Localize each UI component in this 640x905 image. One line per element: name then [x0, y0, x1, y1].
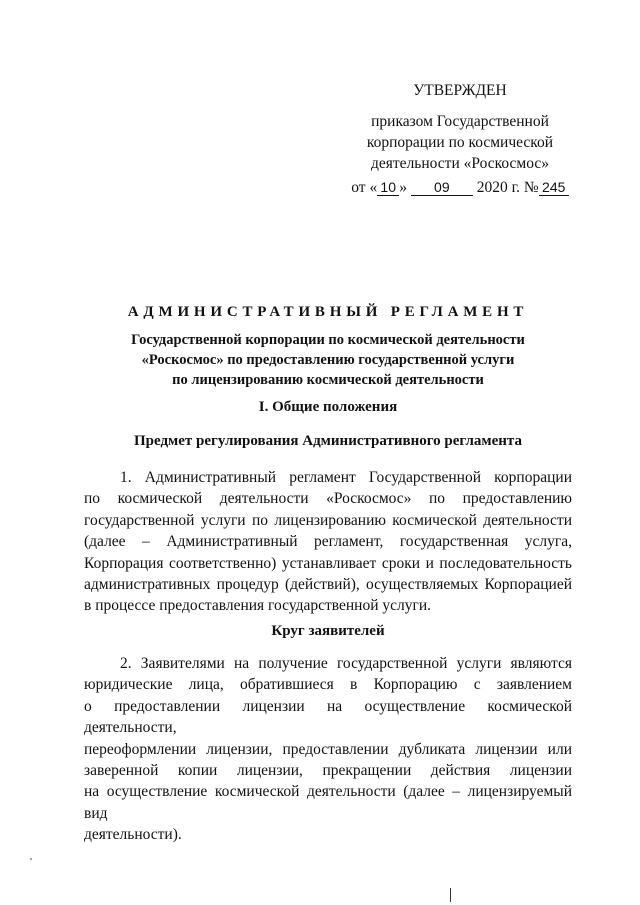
order-number: 245 [539, 179, 569, 196]
section-heading-general: I. Общие положения [258, 399, 398, 415]
approval-line: деятельности «Роскосмос» [371, 155, 549, 172]
paragraph-line: по космической деятельности «Роскосмос» по предоставлению [84, 490, 572, 508]
paragraph-line: на осуществление космической деятельности (далее – лицензируемый вид [84, 783, 572, 822]
paragraph-line: административных процедур (действий), осуществляемых Корпорацией [84, 576, 572, 594]
date-month: 09 [411, 179, 473, 196]
paragraph-line: (далее – Административный регламент, государственная услуга, [84, 533, 572, 551]
approval-line: приказом Государственной [371, 113, 549, 130]
paragraph-line: Корпорация соответственно) устанавливает сроки и последовательность [84, 554, 572, 572]
subtitle-line: Государственной корпорации по космической деятельности [131, 332, 525, 348]
approval-date-line [340, 177, 580, 198]
paragraph-line: государственной услуги по лицензированию космической деятельности [84, 511, 572, 529]
approval-heading: УТВЕРЖДЕН [413, 82, 507, 99]
scan-speck [30, 858, 32, 860]
scan-mark [450, 888, 451, 902]
date-prefix: от « [351, 179, 378, 196]
paragraph-line: заверенной копии лицензии, прекращении действия лицензии [84, 762, 572, 780]
subtitle-line: по лицензированию космической деятельности [172, 372, 484, 388]
paragraph-line: деятельности). [84, 826, 182, 844]
paragraph-2 [84, 653, 572, 846]
date-day: 10 [377, 179, 399, 196]
document-title: АДМИНИСТРАТИВНЫЙ РЕГЛАМЕНТ [127, 304, 529, 320]
approval-block [340, 80, 580, 198]
approval-line: корпорации по космической [366, 134, 554, 151]
paragraph-line: переоформлении лицензии, предоставлении дубликата лицензии или [84, 740, 572, 758]
paragraph-line: 2. Заявителями на получение государственной услуги являются [120, 655, 572, 672]
paragraph-line: в процессе предоставления государственной услуги. [84, 597, 432, 615]
section-heading-applicants: Круг заявителей [271, 623, 385, 639]
paragraph-line: о предоставлении лицензии на осуществление космической деятельности, [84, 697, 572, 737]
subtitle-line: «Роскосмос» по предоставлению государственной услуги [141, 352, 515, 368]
date-year: 2020 г. № [476, 179, 539, 196]
paragraph-line: 1. Административный регламент Государственной корпорации [120, 469, 572, 486]
date-mid: » [399, 179, 407, 196]
document-subtitle [80, 330, 576, 390]
paragraph-line: юридические лица, обратившиеся в Корпорацию с заявлением [84, 676, 572, 694]
subheading-regulation-subject: Предмет регулирования Административного регламента [134, 433, 522, 449]
paragraph-1 [84, 467, 572, 617]
